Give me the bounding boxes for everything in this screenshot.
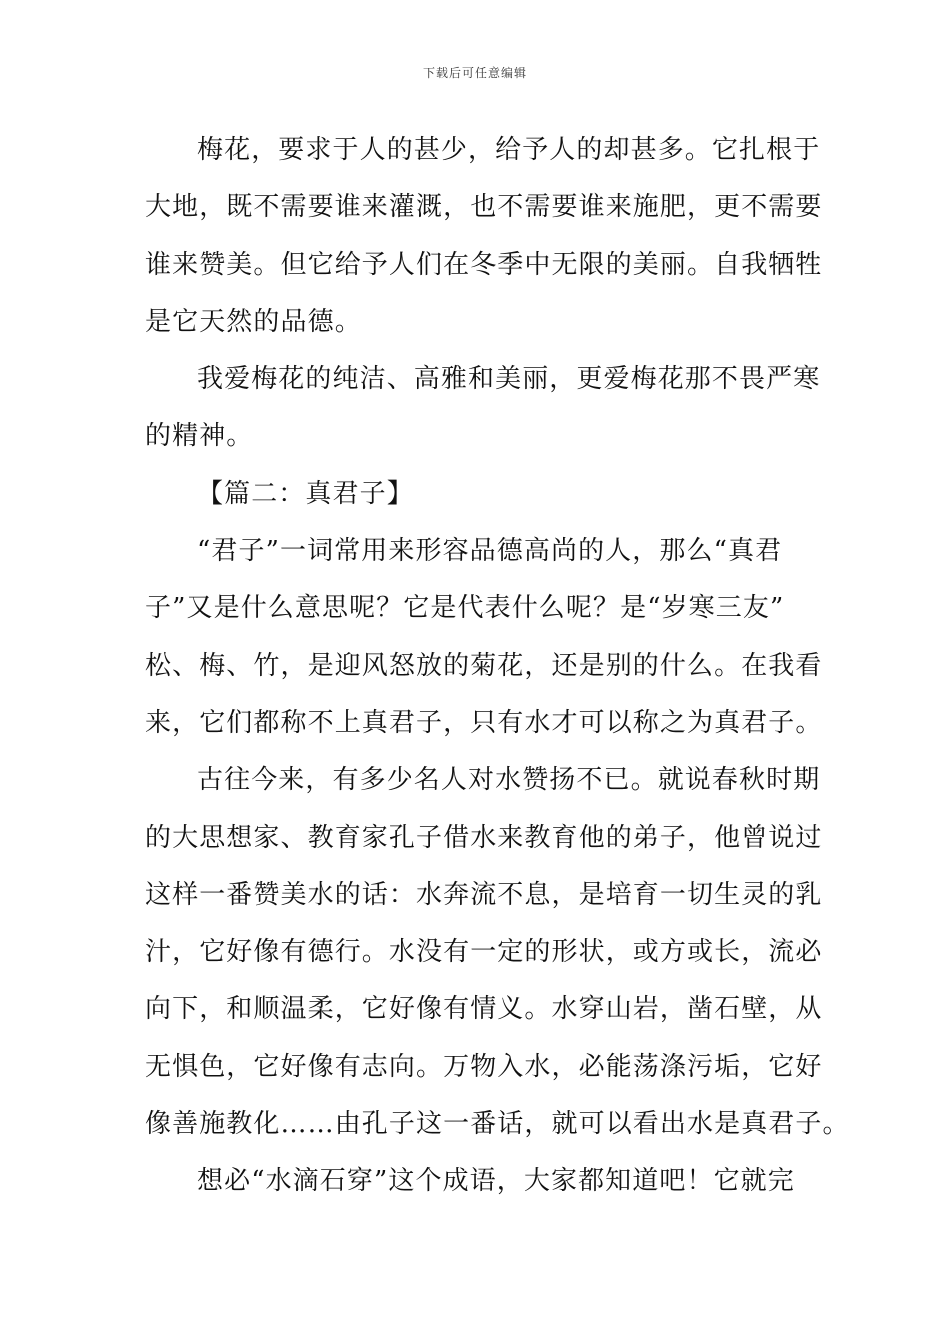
- section-heading: 【篇二：真君子】: [197, 478, 414, 509]
- text-line: 大地，既不需要谁来灌溉，也不需要谁来施肥，更不需要: [145, 192, 823, 223]
- text-line: 这样一番赞美水的话：水奔流不息，是培育一切生灵的乳: [145, 879, 823, 910]
- document-body: [145, 122, 850, 1211]
- text-line: 像善施教化……由孔子这一番话，就可以看出水是真君子。: [145, 1109, 850, 1140]
- text-line: 无惧色，它好像有志向。万物入水，必能荡涤污垢，它好: [145, 1051, 823, 1082]
- text-line: 的大思想家、教育家孔子借水来教育他的弟子，他曾说过: [145, 822, 823, 853]
- text-line: 梅花，要求于人的甚少，给予人的却甚多。它扎根于: [197, 135, 821, 165]
- text-line: 的精神。: [145, 421, 254, 452]
- page-header: 下载后可任意编辑: [422, 66, 527, 80]
- text-line: 古往今来，有多少名人对水赞扬不已。就说春秋时期: [197, 765, 821, 796]
- text-line: 是它天然的品德。: [145, 306, 362, 337]
- text-line: 子”又是什么意思呢？它是代表什么呢？是“岁寒三友”: [145, 593, 785, 624]
- text-line: 谁来赞美。但它给予人们在冬季中无限的美丽。自我牺牲: [145, 249, 823, 280]
- text-line: “君子”一词常用来形容品德高尚的人，那么“真君: [197, 536, 783, 567]
- text-line: 向下，和顺温柔，它好像有情义。水穿山岩，凿石壁，从: [145, 994, 823, 1025]
- text-line: 我爱梅花的纯洁、高雅和美丽，更爱梅花那不畏严寒: [197, 364, 821, 395]
- text-line: 来，它们都称不上真君子，只有水才可以称之为真君子。: [145, 707, 823, 738]
- text-line: 汁，它好像有德行。水没有一定的形状，或方或长，流必: [145, 937, 823, 968]
- text-line: 松、梅、竹，是迎风怒放的菊花，还是别的什么。在我看: [145, 650, 823, 681]
- text-line: 想必“水滴石穿”这个成语，大家都知道吧！它就完: [197, 1166, 795, 1197]
